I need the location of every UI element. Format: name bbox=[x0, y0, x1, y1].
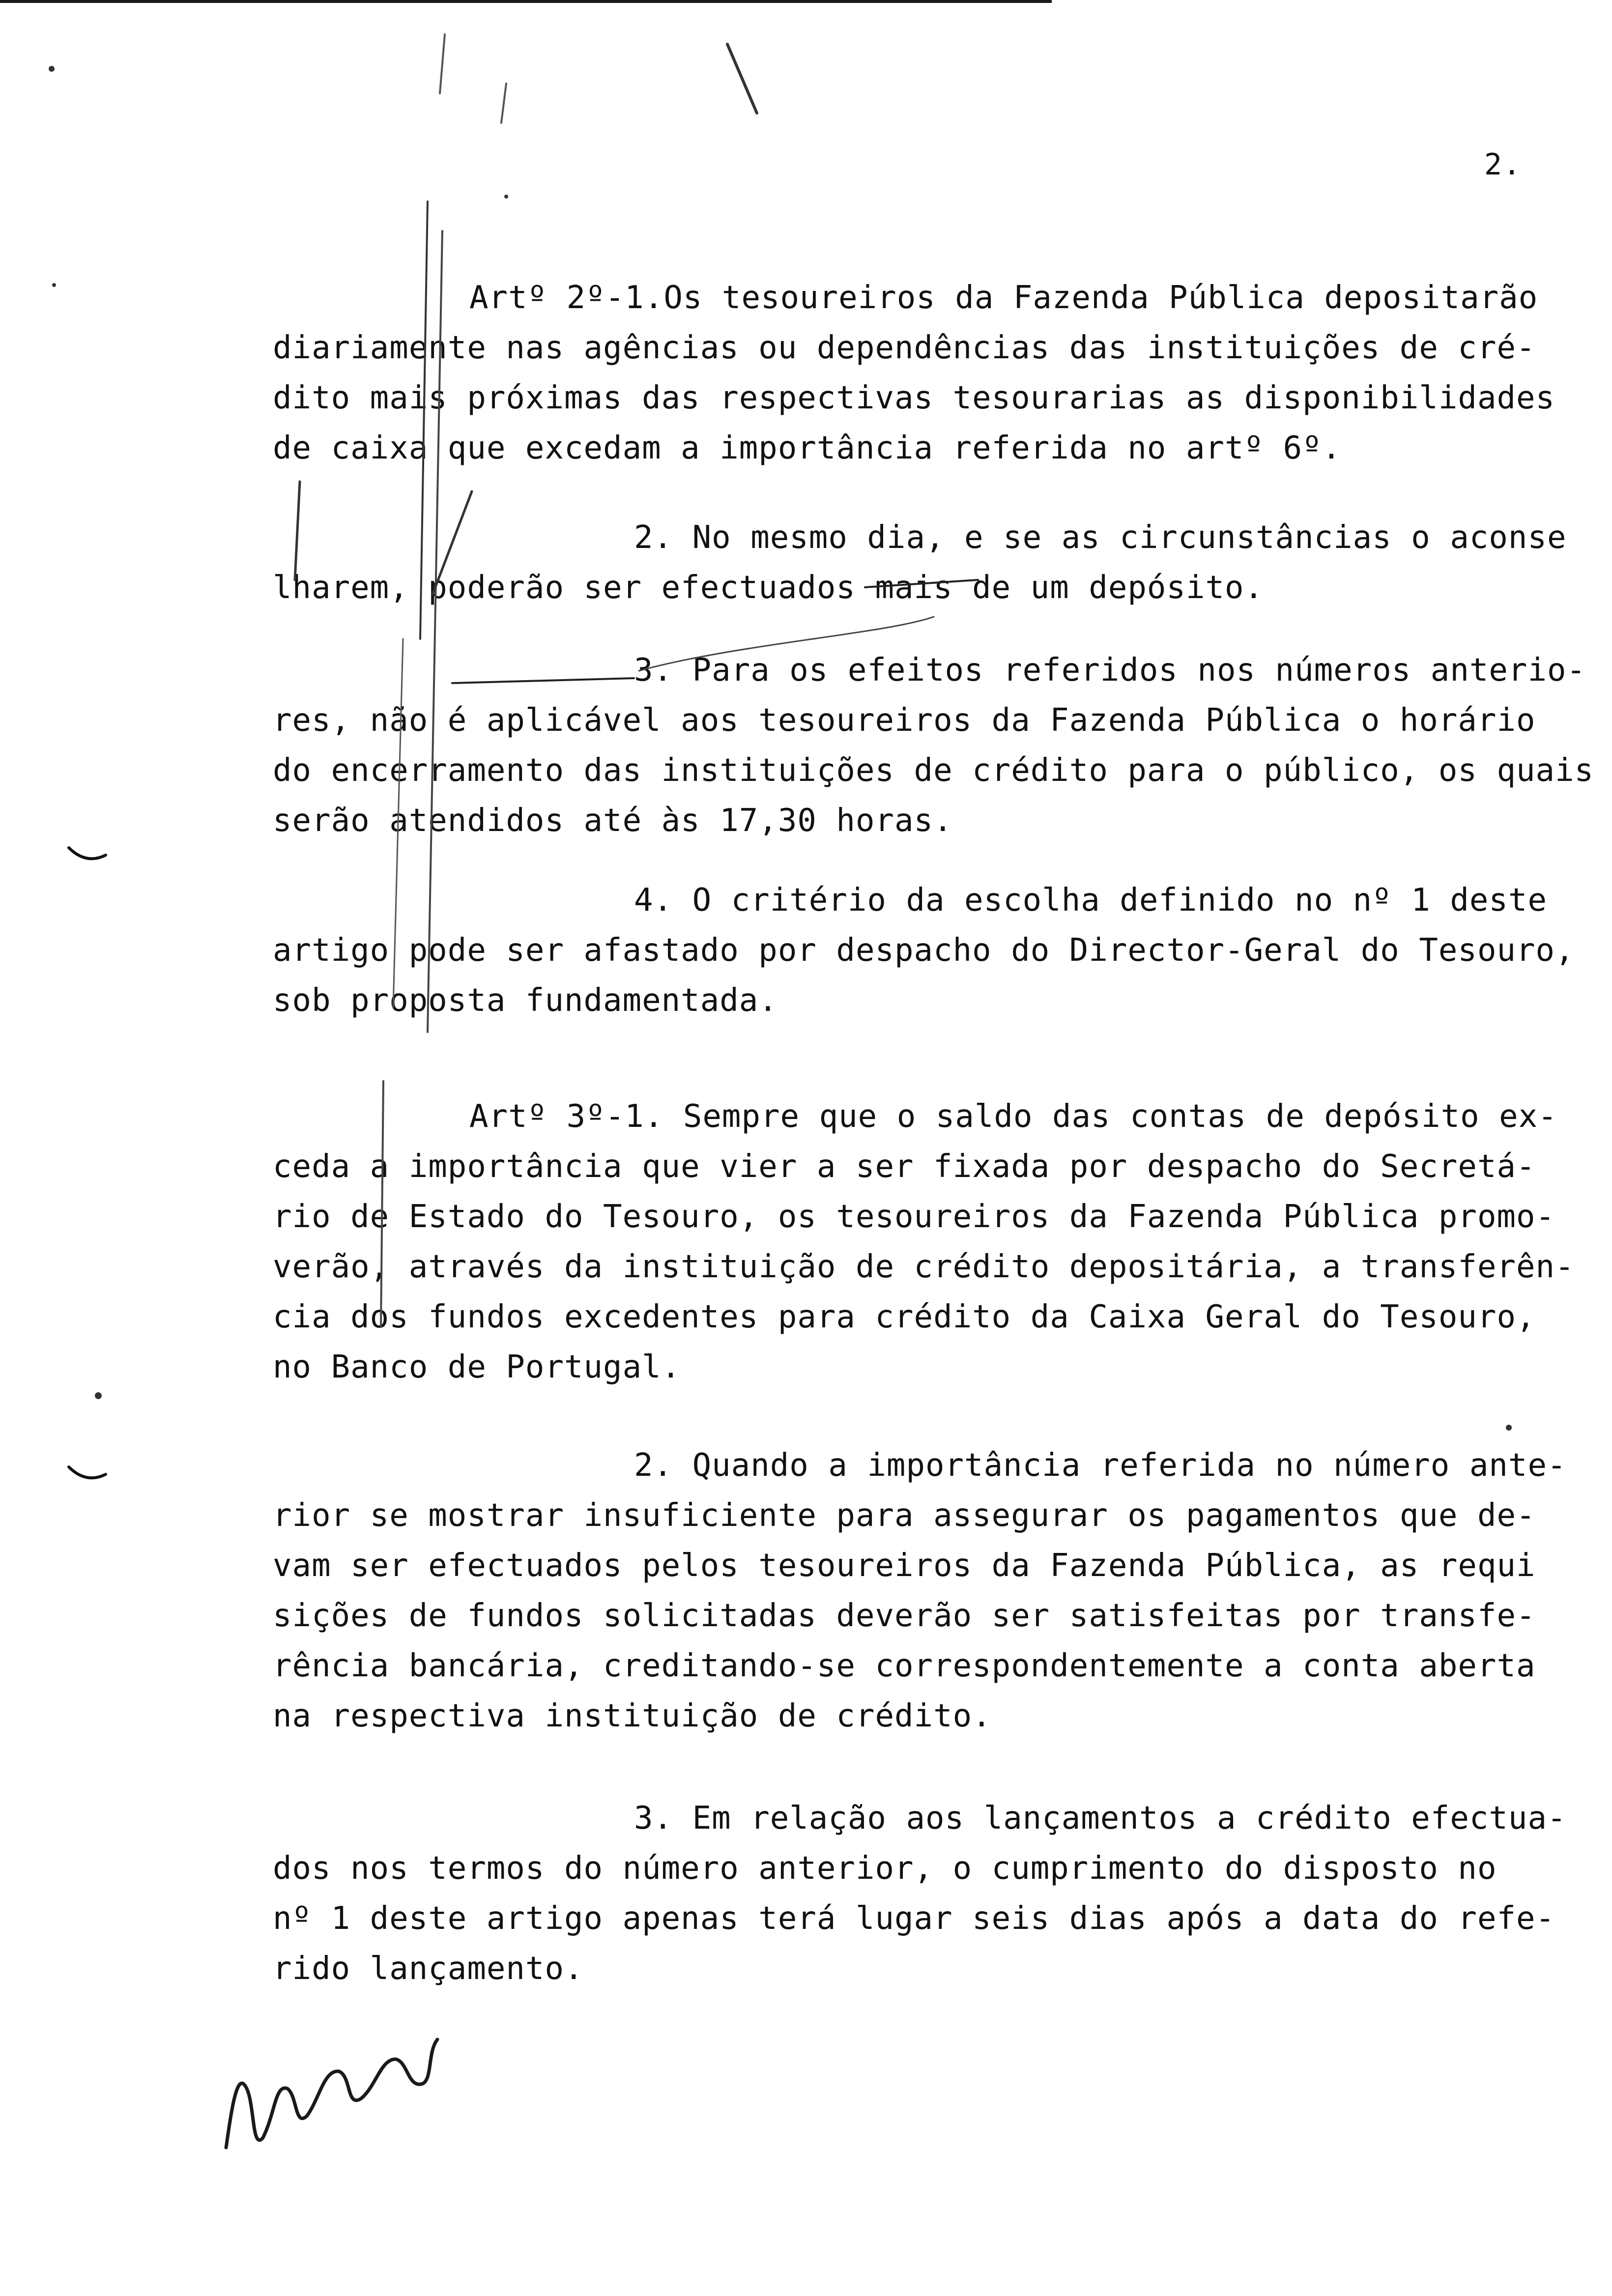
text-line: rior se mostrar insuficiente para assegurar os pagamentos que de- bbox=[273, 1497, 1536, 1534]
text-line: Artº 2º-1.Os tesoureiros da Fazenda Pública depositarão bbox=[469, 280, 1538, 316]
text-line: 3. Em relação aos lançamentos a crédito efectua- bbox=[634, 1800, 1567, 1837]
top-rule bbox=[0, 0, 1052, 3]
text-line: res, não é aplicável aos tesoureiros da Fazenda Pública o horário bbox=[273, 702, 1536, 739]
text-line: rio de Estado do Tesouro, os tesoureiros da Fazenda Pública promo- bbox=[273, 1199, 1555, 1235]
pencil-stroke bbox=[440, 34, 445, 93]
pencil-dot bbox=[49, 66, 55, 72]
text-line: dos nos termos do número anterior, o cumprimento do disposto no bbox=[273, 1850, 1497, 1887]
pencil-stroke bbox=[452, 678, 634, 683]
text-line: vam ser efectuados pelos tesoureiros da Fazenda Pública, as requi bbox=[273, 1548, 1536, 1584]
pencil-dot bbox=[52, 283, 56, 287]
text-line: Artº 3º-1. Sempre que o saldo das contas de depósito ex- bbox=[469, 1098, 1557, 1135]
text-line: 2. Quando a importância referida no número ante- bbox=[634, 1447, 1567, 1484]
text-line: nº 1 deste artigo apenas terá lugar seis dias após a data do refe- bbox=[273, 1900, 1555, 1937]
pencil-stroke bbox=[295, 482, 300, 580]
pencil-stroke bbox=[69, 848, 106, 859]
pencil-dot bbox=[95, 1392, 102, 1399]
text-line: verão, através da instituição de crédito depositária, a transferên- bbox=[273, 1249, 1575, 1285]
text-line: rido lançamento. bbox=[273, 1951, 584, 1987]
pencil-dot bbox=[1506, 1425, 1512, 1431]
text-line: ceda a importância que vier a ser fixada por despacho do Secretá- bbox=[273, 1148, 1536, 1185]
text-line: dito mais próximas das respectivas tesourarias as disponibilidades bbox=[273, 380, 1555, 416]
text-line: artigo pode ser afastado por despacho do Director-Geral do Tesouro, bbox=[273, 932, 1575, 969]
text-line: serão atendidos até às 17,30 horas. bbox=[273, 803, 953, 839]
text-line: rência bancária, creditando-se correspondentemente a conta aberta bbox=[273, 1648, 1536, 1684]
text-line: na respectiva instituição de crédito. bbox=[273, 1698, 992, 1734]
text-line: de caixa que excedam a importância referida no artº 6º. bbox=[273, 430, 1342, 466]
text-line: cia dos fundos excedentes para crédito da Caixa Geral do Tesouro, bbox=[273, 1299, 1536, 1335]
text-line: lharem, poderão ser efectuados mais de um depósito. bbox=[273, 570, 1264, 606]
signature bbox=[226, 2039, 437, 2148]
pencil-dot bbox=[504, 195, 508, 199]
text-line: 2. No mesmo dia, e se as circunstâncias o aconse bbox=[634, 519, 1567, 556]
page-number: 2. bbox=[1484, 147, 1522, 182]
text-line: do encerramento das instituições de crédito para o público, os quais bbox=[273, 752, 1594, 789]
text-line: 3. Para os efeitos referidos nos números anterio- bbox=[634, 652, 1586, 689]
text-line: no Banco de Portugal. bbox=[273, 1349, 681, 1385]
pencil-stroke bbox=[501, 84, 506, 123]
text-line: diariamente nas agências ou dependências das instituições de cré- bbox=[273, 330, 1536, 366]
pencil-stroke bbox=[727, 44, 757, 113]
pencil-stroke bbox=[69, 1467, 106, 1478]
text-line: sições de fundos solicitadas deverão ser satisfeitas por transfe- bbox=[273, 1598, 1536, 1634]
text-line: sob proposta fundamentada. bbox=[273, 982, 778, 1019]
text-line: 4. O critério da escolha definido no nº 1 deste bbox=[634, 882, 1547, 918]
